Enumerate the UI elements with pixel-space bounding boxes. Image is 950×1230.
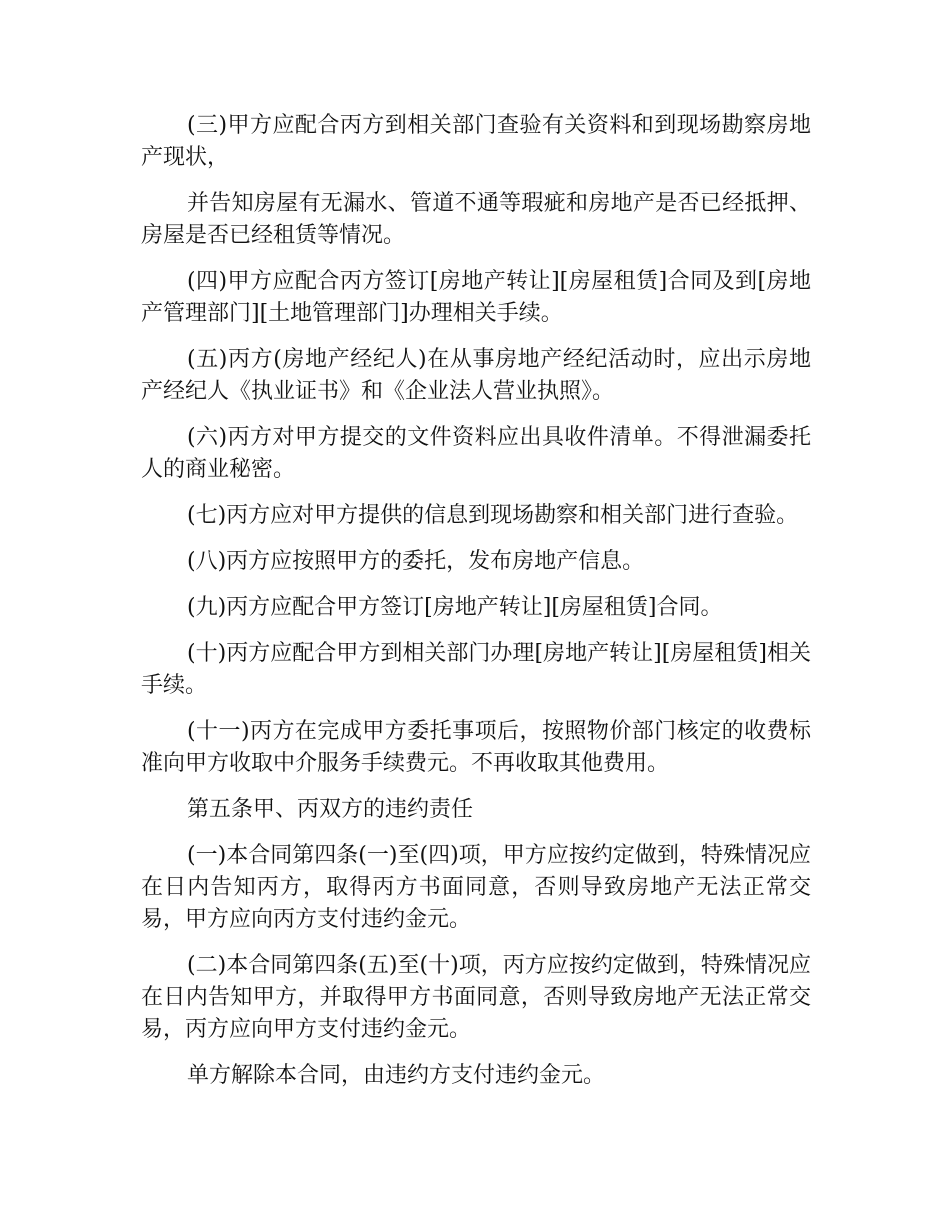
paragraph-unilateral-termination: 单方解除本合同，由违约方支付违约金元。	[187, 1063, 606, 1088]
paragraph-item-8: (八)丙方应按照甲方的委托，发布房地产信息。	[187, 549, 645, 574]
paragraph-item-10: (十)丙方应配合甲方到相关部门办理[房地产转让][房屋租赁]相关手续。	[141, 641, 811, 698]
paragraph-breach-2: (二)本合同第四条(五)至(十)项，丙方应按约定做到，特殊情况应在日内告知甲方，并取得甲方书面同意，否则导致房地产无法正常交易，丙方应向甲方支付违约金元。	[141, 953, 811, 1042]
paragraph-item-11: (十一)丙方在完成甲方委托事项后，按照物价部门核定的收费标准向甲方收取中介服务手续费元。不再收取其他费用。	[141, 719, 811, 776]
paragraph-item-9: (九)丙方应配合甲方签订[房地产转让][房屋租赁]合同。	[187, 595, 723, 620]
paragraph-breach-1: (一)本合同第四条(一)至(四)项，甲方应按约定做到，特殊情况应在日内告知丙方，取得丙方书面同意，否则导致房地产无法正常交易，甲方应向丙方支付违约金元。	[141, 843, 811, 932]
paragraph-item-7: (七)丙方应对甲方提供的信息到现场勘察和相关部门进行查验。	[187, 503, 799, 528]
paragraph-defects-notice: 并告知房屋有无漏水、管道不通等瑕疵和房地产是否已经抵押、房屋是否已经租赁等情况。	[141, 191, 811, 248]
paragraph-item-6: (六)丙方对甲方提交的文件资料应出具收件清单。不得泄漏委托人的商业秘密。	[141, 425, 811, 482]
section-heading-article-5: 第五条甲、丙双方的违约责任	[187, 797, 474, 822]
paragraph-item-4: (四)甲方应配合丙方签订[房地产转让][房屋租赁]合同及到[房地产管理部门][土地管理部门]办理相关手续。	[141, 269, 811, 326]
document-page	[141, 110, 811, 1106]
paragraph-item-3: (三)甲方应配合丙方到相关部门查验有关资料和到现场勘察房地产现状，	[141, 113, 811, 170]
paragraph-item-5: (五)丙方(房地产经纪人)在从事房地产经纪活动时，应出示房地产经纪人《执业证书》和《企业法人营业执照》。	[141, 347, 811, 404]
